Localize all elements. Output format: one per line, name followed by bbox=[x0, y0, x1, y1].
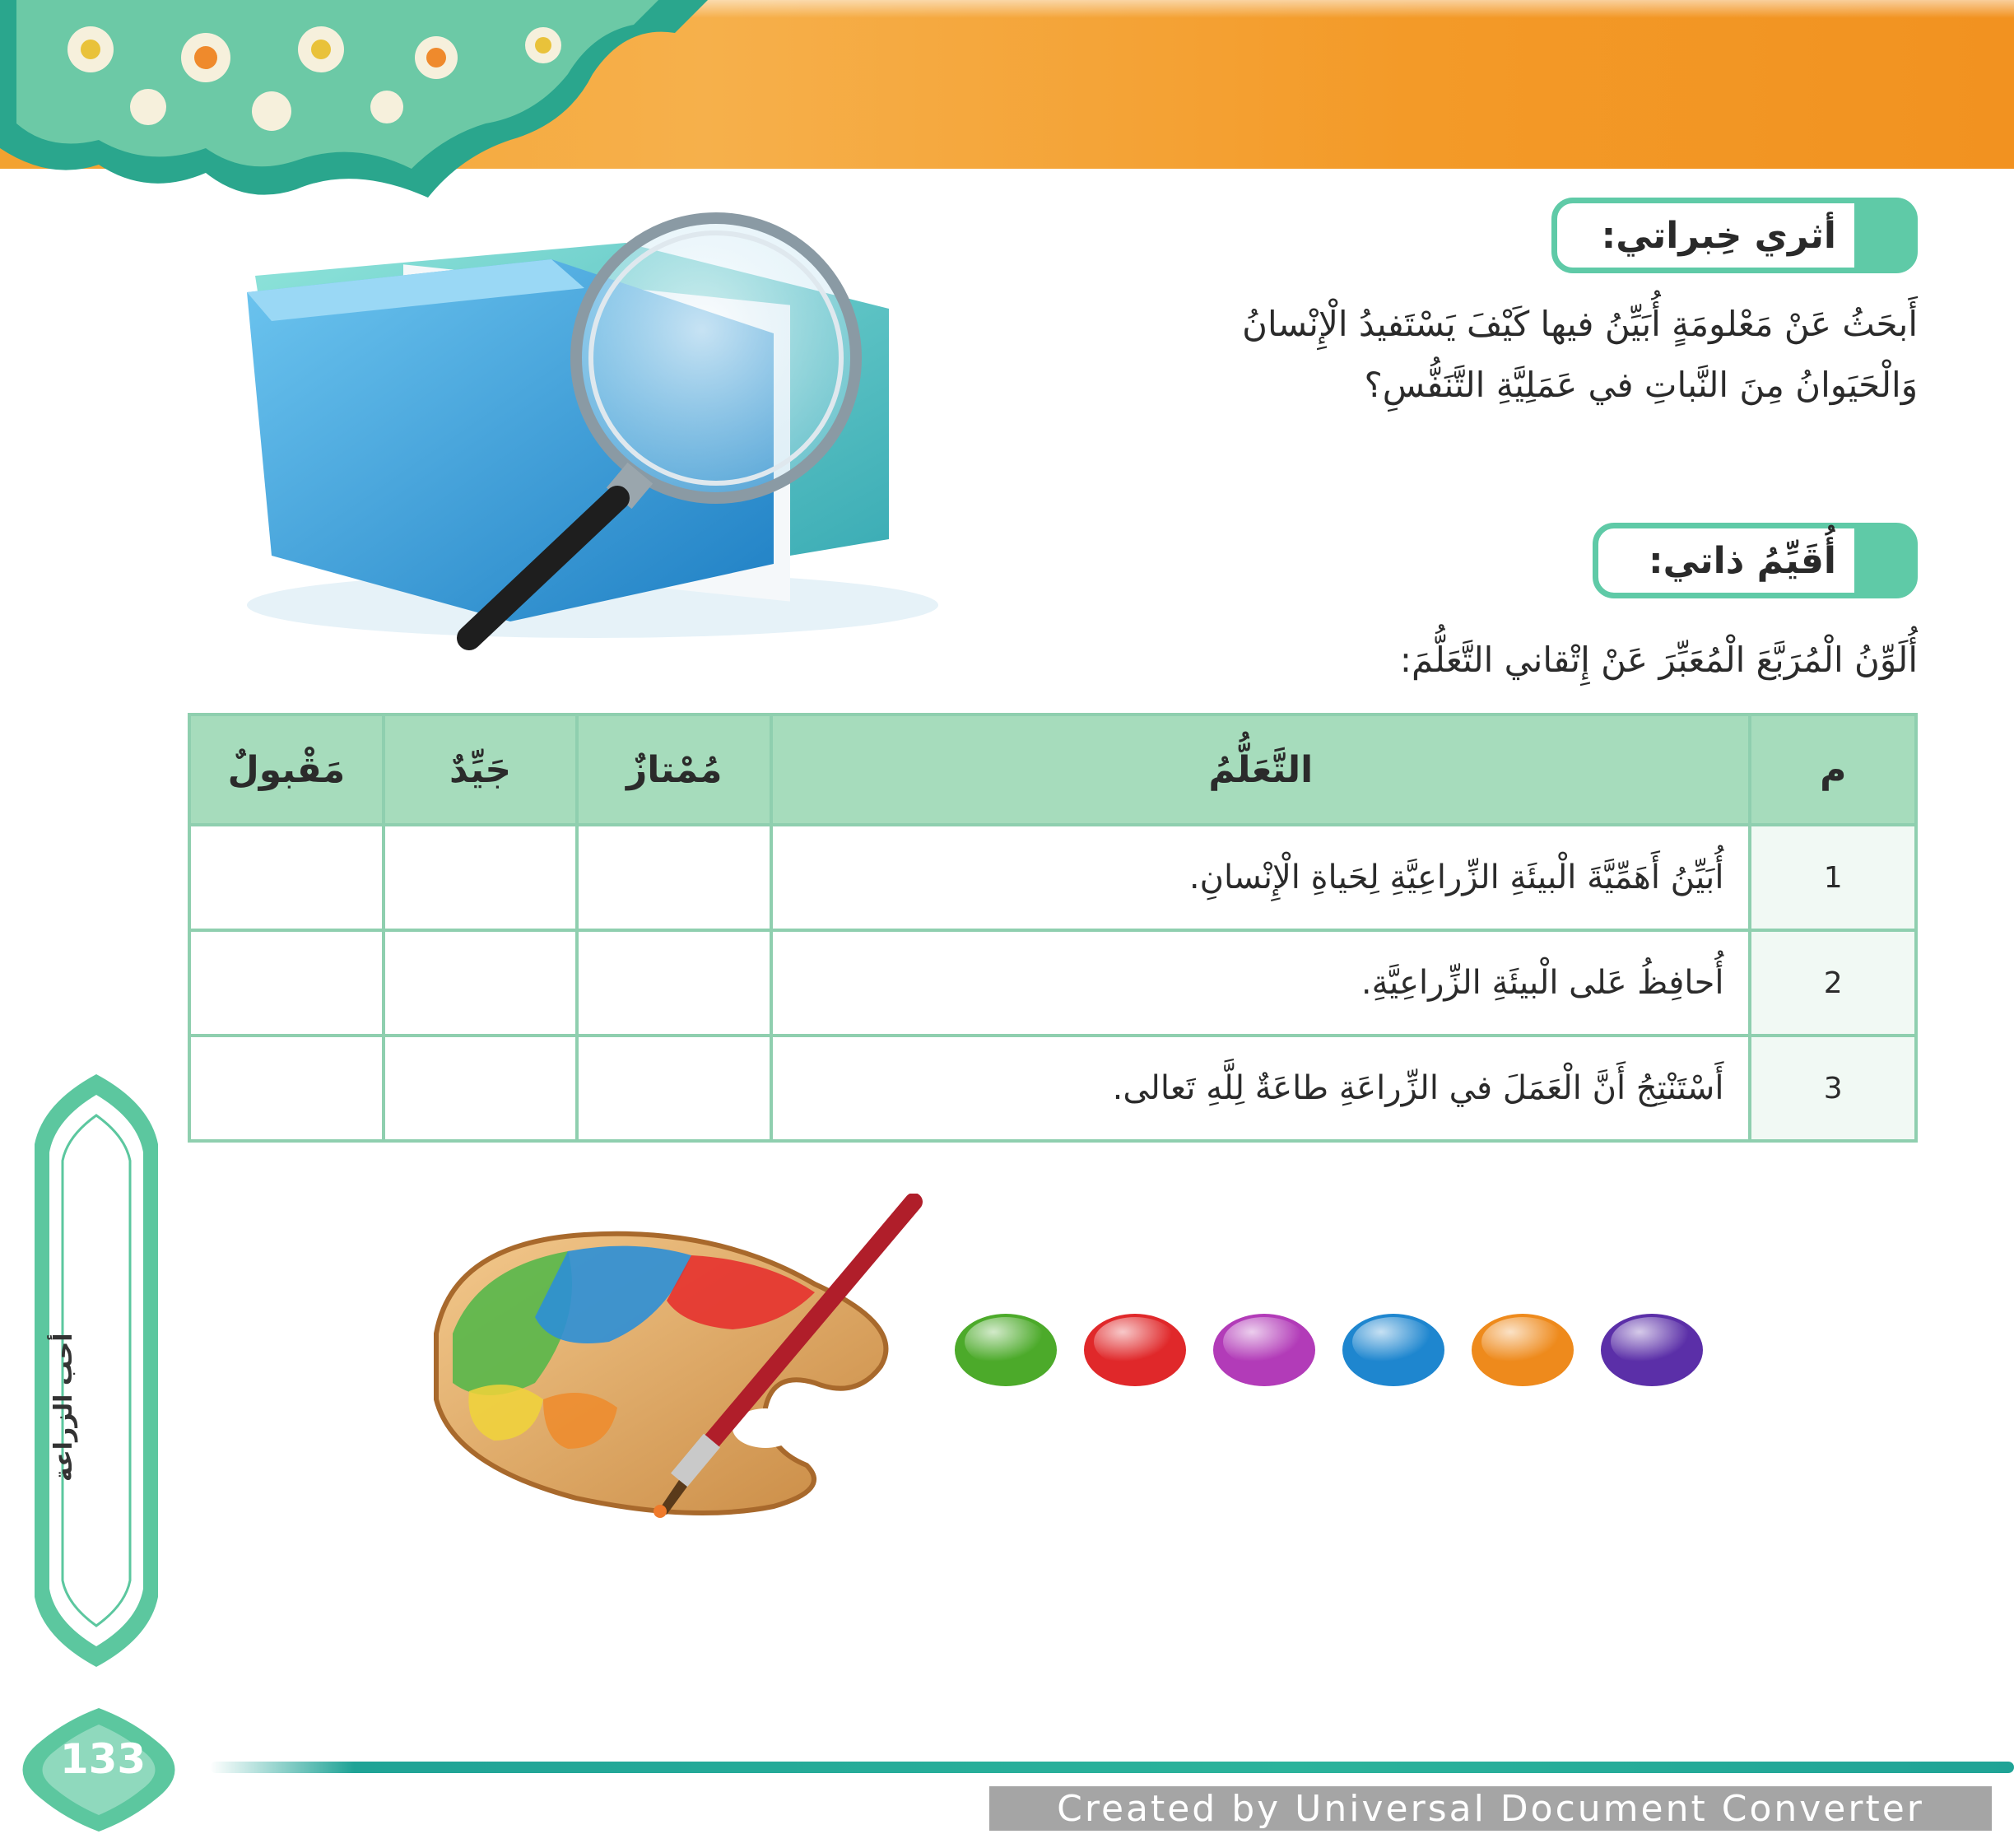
converter-watermark: Created by Universal Document Converter bbox=[989, 1786, 1992, 1831]
color-ball-highlight bbox=[1352, 1317, 1435, 1366]
footer-divider bbox=[210, 1762, 2014, 1773]
row-learning-text: أَسْتَنْتِجُ أَنَّ الْعَمَلَ في الزِّراعَةِ طاعَةٌ لِلَّهِ تَعالى. bbox=[771, 1036, 1750, 1141]
rating-cell-good[interactable] bbox=[384, 825, 578, 930]
header-number: م bbox=[1750, 715, 1916, 825]
header-learning: التَّعَلُّمُ bbox=[771, 715, 1750, 825]
section-title-research: أثري خِبراتي: bbox=[1601, 214, 1836, 257]
section-label-self-assessment bbox=[1593, 523, 1918, 598]
rating-cell-acceptable[interactable] bbox=[189, 1036, 384, 1141]
rating-cell-good[interactable] bbox=[384, 930, 578, 1036]
page-number: 133 bbox=[59, 1735, 147, 1783]
table-header-row bbox=[189, 715, 1916, 825]
header-acceptable: مَقْبولٌ bbox=[189, 715, 384, 825]
table-row bbox=[189, 930, 1916, 1036]
rating-cell-acceptable[interactable] bbox=[189, 930, 384, 1036]
research-line-2: وَالْحَيَوانُ مِنَ النَّباتِ في عَمَلِيَّةِ التَّنَفُّسِ؟ bbox=[1364, 365, 1918, 405]
row-learning-text: أُحافِظُ عَلى الْبيئَةِ الزِّراعِيَّةِ. bbox=[771, 930, 1750, 1036]
rating-cell-good[interactable] bbox=[384, 1036, 578, 1141]
color-ball-highlight bbox=[965, 1317, 1047, 1366]
islamic-ornament-icon bbox=[0, 0, 708, 214]
color-balls bbox=[955, 1309, 1712, 1391]
row-number: 3 bbox=[1750, 1036, 1916, 1141]
section-title-self-assessment: أُقَيِّمُ ذاتي: bbox=[1649, 539, 1836, 582]
label-tab-decoration bbox=[1854, 203, 1912, 268]
row-learning-text: أُبَيِّنُ أَهَمِّيَّةَ الْبيئَةِ الزِّراعِيَّةِ لِحَياةِ الْإِنْسانِ. bbox=[771, 825, 1750, 930]
row-number: 2 bbox=[1750, 930, 1916, 1036]
rating-cell-excellent[interactable] bbox=[577, 930, 771, 1036]
paint-palette-icon bbox=[420, 1194, 930, 1523]
header-excellent: مُمْتازٌ bbox=[577, 715, 771, 825]
header-good: جَيِّدٌ bbox=[384, 715, 578, 825]
self-assessment-instruction: أُلَوِّنُ الْمُرَبَّعَ الْمُعَبِّرَ عَنْ إِتْقاني التَّعَلُّمَ: bbox=[1399, 640, 1918, 680]
section-label-research bbox=[1551, 198, 1918, 273]
row-number: 1 bbox=[1750, 825, 1916, 930]
folder-magnifier-illustration bbox=[198, 210, 1021, 671]
self-assessment-table bbox=[188, 713, 1918, 1143]
table-row bbox=[189, 1036, 1916, 1141]
color-ball-highlight bbox=[1094, 1317, 1176, 1366]
research-line-1: أَبحَثُ عَنْ مَعْلومَةٍ أُبَيِّنُ فيها كَيْفَ يَسْتَفيدُ الْإِنْسانُ bbox=[1242, 304, 1918, 344]
table-row bbox=[189, 825, 1916, 930]
rating-cell-excellent[interactable] bbox=[577, 1036, 771, 1141]
research-prompt bbox=[1029, 294, 1918, 416]
color-ball-highlight bbox=[1611, 1317, 1693, 1366]
rating-cell-excellent[interactable] bbox=[577, 825, 771, 930]
color-ball-highlight bbox=[1481, 1317, 1564, 1366]
label-tab-decoration bbox=[1854, 528, 1912, 593]
color-ball-highlight bbox=[1223, 1317, 1305, 1366]
rating-cell-acceptable[interactable] bbox=[189, 825, 384, 930]
side-tab-label: أحب الزراعة bbox=[49, 1333, 78, 1483]
